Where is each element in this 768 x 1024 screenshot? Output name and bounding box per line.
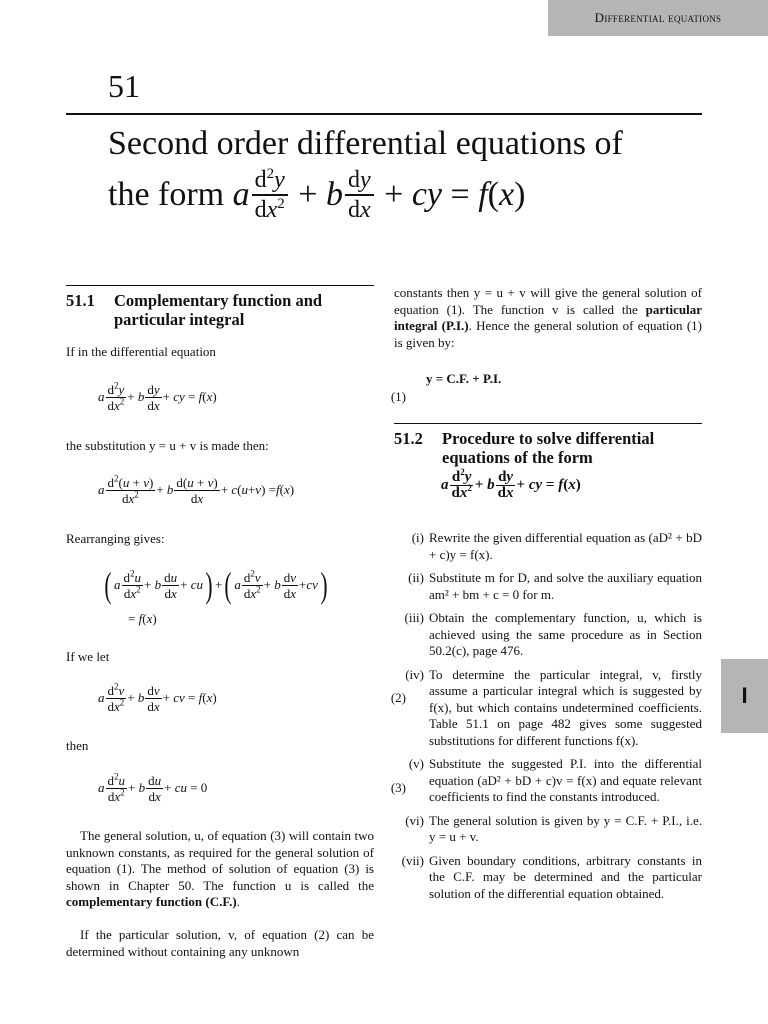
equation-number: (3) [390, 780, 406, 796]
paragraph-substitution: the substitution y = u + v is made then: [66, 438, 269, 453]
chapter-title-prefix: the form [108, 176, 225, 213]
section-heading-51-2: 51.2 Procedure to solve differential equations of the form [394, 429, 655, 467]
equation-3: a $\frac{d^2u}{dx^2}$ + b $\frac{du}{dx}$ + cu = 0 (3) [98, 771, 406, 804]
section-rule-51-1 [66, 285, 374, 286]
paragraph-if-we-let: If we let [66, 649, 110, 664]
list-item: (iii) Obtain the complementary function, u, which is achieved using the same procedure as in Section 50.2(c), page 476. [404, 610, 702, 658]
paragraph-general-solution: The general solution, u, of equation (3) will contain two unknown constants, as required for the general solution of equation (1). The method of solution of equation (3) is shown in Chapter 50. The function u is called the complementary function (C.F.). [66, 828, 374, 909]
chapter-title [108, 122, 718, 224]
equation-1: a $\frac{d^2y}{dx^2}$ + b $\frac{dy}{dx}$ + cy = f ( x ) (1) [98, 380, 406, 413]
title-rule [66, 113, 702, 115]
equation-number: (2) [390, 690, 406, 706]
equation-rearranged-rhs: = f(x) [128, 611, 157, 626]
chapter-title-line1: Second order differential equations of [108, 125, 623, 162]
list-item: (vii) Given boundary conditions, arbitrary constants in the C.F. may be determined and the particular solution of the differential equation obtained. [401, 852, 702, 901]
list-item: (ii) Substitute m for D, and solve the auxiliary equation am² + bm + c = 0 for m. [408, 570, 702, 602]
chapter-title-line2: the form a $d^2y$ $dx^2$ + b dy dx + cy = f ( x ) [108, 166, 526, 223]
section-heading-51-1: 51.1 Complementary function and particular integral [66, 291, 323, 329]
title-fraction-d2y: $d^2y$ $dx^2$ [252, 166, 288, 224]
list-item: (v) Substitute the suggested P.I. into the differential equation (aD² + bD + c)v = f(x) and equate relevant coefficients to find the constants introduced. [408, 756, 702, 804]
section-header-tab: Differential equations [548, 0, 768, 36]
part-thumb-tab: I [721, 659, 768, 733]
paragraph-particular-integral: constants then y = u + v will give the general solution of equation (1). The function v is called the particular integral (P.I.). Hence the general solution of equation (1) is given by: [394, 285, 702, 350]
general-solution-formula: y = C.F. + P.I. [426, 371, 502, 386]
section-heading-equation: a $\frac{d^2y}{dx^2}$ + b $\frac{dy}{dx}$ + cy = f ( x ) [441, 467, 581, 501]
paragraph-intro: If in the differential equation [66, 344, 216, 359]
chapter-number: 51 [108, 68, 140, 104]
procedure-list [394, 530, 702, 902]
section-rule-51-2 [394, 423, 702, 424]
list-item: (i) Rewrite the given differential equation as (aD² + bD + c)y = f(x). [411, 530, 702, 562]
equation-rearranged: ( a $\frac{d^2u}{dx^2}$ + b $\frac{du}{dx}$ + cu ) + ( a $\frac{d^2v}{dx^2}$ + b $\frac{dv}{dx}$ + cv ) [104, 565, 328, 605]
list-item: (iv) To determine the particular integral, v, firstly assume a particular integral which is suggested by f(x), but which contains undetermined coefficients. Table 51.1 on page 482 gives some suggested substitutions for different functions f(x). [405, 666, 702, 748]
paragraph-particular-solution: If the particular solution, v, of equation (2) can be determined without containing any unknown [66, 927, 374, 959]
equation-number: (1) [390, 389, 406, 405]
equation-substituted: a $\frac{d^2(u + v)}{dx^2}$ + b $\frac{d(u + v)}{dx}$ + c ( u + v ) = f ( x ) [98, 473, 295, 506]
paragraph-then: then [66, 738, 89, 753]
paragraph-rearranging: Rearranging gives: [66, 531, 165, 546]
title-fraction-dy: dy dx [345, 166, 374, 224]
equation-2: a $\frac{d^2v}{dx^2}$ + b $\frac{dv}{dx}$ + cv = f ( x ) (2) [98, 681, 406, 714]
list-item: (vi) The general solution is given by y = C.F. + P.I., i.e. y = u + v. [405, 812, 702, 844]
